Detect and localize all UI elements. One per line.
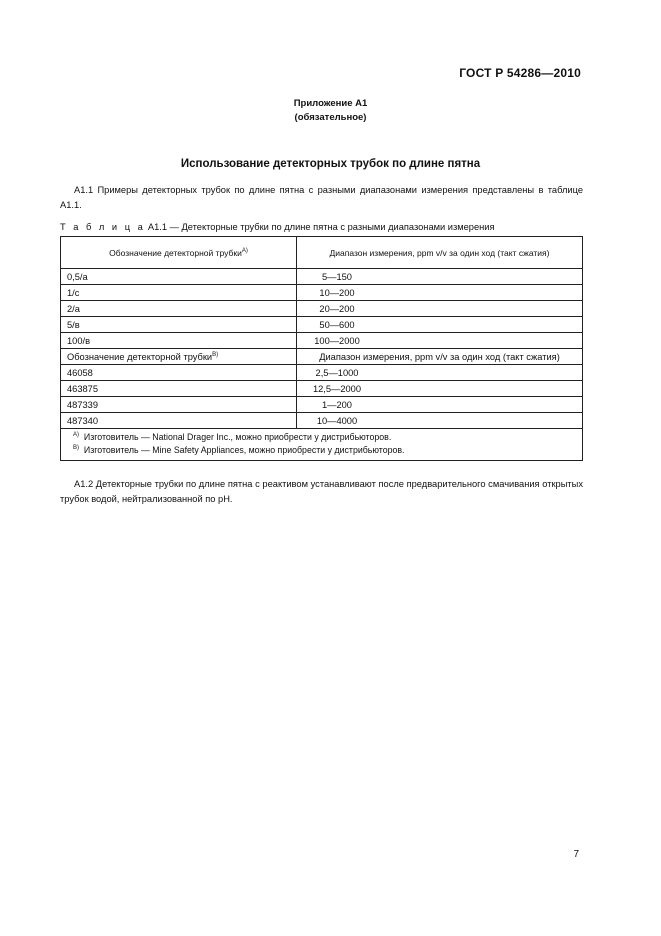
header-range: Диапазон измерения, ppm v/v за один ход (такт сжатия) [297,237,583,269]
table-caption-text: А1.1 — Детекторные трубки по длине пятна с разными диапазонами измерения [147,222,495,232]
cell-code: 487339 [61,397,297,413]
table-caption [60,222,495,232]
subheader-designation: Обозначение детекторной трубки$^{В)}$ [61,349,297,365]
cell-range: 10—200 [297,285,583,301]
appendix-status: (обязательное) [294,112,367,123]
cell-range: 50—600 [297,317,583,333]
footnote-mark-a: А) [241,247,248,254]
paragraph-a1-1 [60,183,583,213]
table-row [61,413,583,429]
table-header-row [61,237,583,269]
table-row [61,269,583,285]
subheader-range: Диапазон измерения, ppm v/v за один ход (такт сжатия) [297,349,583,365]
table-row [61,285,583,301]
cell-range: 5—150 [297,269,583,285]
cell-code: 2/а [61,301,297,317]
cell-range: 12,5—2000 [297,381,583,397]
paragraph-a1-2 [60,477,583,507]
table-row [61,365,583,381]
cell-code: 5/в [61,317,297,333]
table-notes-row [61,429,583,461]
cell-code: 46058 [61,365,297,381]
table-row [61,301,583,317]
footnote-mark-b: В) [212,351,219,358]
note-a: $^{А)}$ Изготовитель — National Drager Inc., можно приобрести у дистрибьюторов. [73,432,392,442]
detector-tubes-table [60,236,583,461]
cell-range: 1—200 [297,397,583,413]
cell-code: 487340 [61,413,297,429]
table-caption-label: Т а б л и ц а [60,222,146,232]
document-number: ГОСТ Р 54286—2010 [459,66,581,80]
table-row [61,381,583,397]
cell-range: 20—200 [297,301,583,317]
cell-code: 463875 [61,381,297,397]
cell-code: 1/с [61,285,297,301]
section-title: Использование детекторных трубок по длине пятна [180,158,481,170]
cell-code: 100/в [61,333,297,349]
appendix-title: Приложение А1 [293,98,368,109]
paragraph-a1-2-text: А1.2 Детекторные трубки по длине пятна с реактивом устанавливают после предварительного смачивания открытых трубок водой, нейтрализованной по рН. [60,479,583,504]
paragraph-a1-1-text: А1.1 Примеры детекторных трубок по длине пятна с разными диапазонами измерения представлены в таблице А1.1. [60,185,583,210]
cell-range: 100—2000 [297,333,583,349]
page-number: 7 [573,849,579,860]
table-row [61,333,583,349]
table-row [61,317,583,333]
cell-range: 2,5—1000 [297,365,583,381]
note-b: $^{В)}$ Изготовитель — Mine Safety Appliances, можно приобрести у дистрибьюторов. [73,445,405,455]
table-notes [61,429,583,461]
cell-range: 10—4000 [297,413,583,429]
header-designation: Обозначение детекторной трубки$^{А)}$ [61,237,297,269]
appendix-heading [0,97,661,125]
table-subheader-row [61,349,583,365]
table-row [61,397,583,413]
cell-code: 0,5/а [61,269,297,285]
